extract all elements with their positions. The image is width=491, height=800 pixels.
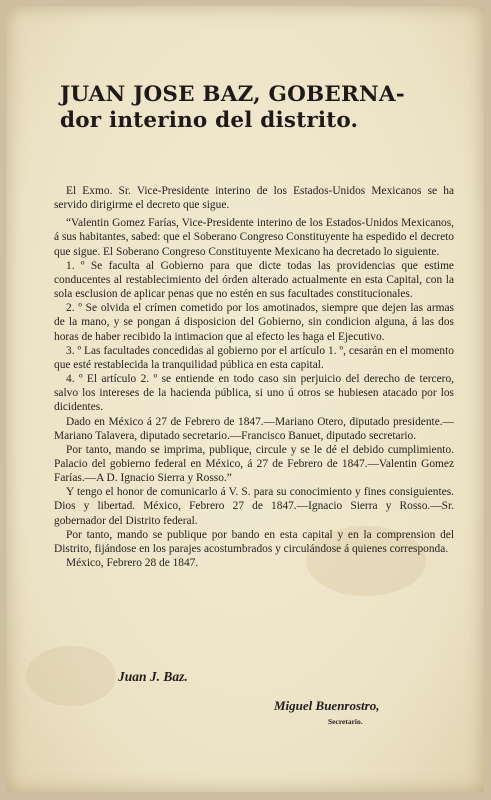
paragraph-dado: Dado en México á 27 de Febrero de 1847.—Mariano Otero, diputado presidente.—Mariano Talavera, diputado secretario.—Francisco Banuet, diputado secretario. bbox=[54, 415, 454, 442]
document-body bbox=[54, 184, 454, 570]
paragraph-intro: El Exmo. Sr. Vice-Presidente interino de los Estados-Unidos Mexicanos se ha servido dirigirme el decreto que sigue. bbox=[54, 185, 454, 212]
document-title bbox=[58, 82, 478, 134]
paragraph-date: México, Febrero 28 de 1847. bbox=[66, 557, 199, 570]
paragraph-article-2: 2. º Se olvida el crímen cometido por los amotinados, siempre que dejen las armas de la mano, y se pongan á disposicion del Gobierno, sin condicion alguna, á las dos horas de haber recibido la intimacion que al efecto les haga el Ejecutivo. bbox=[54, 302, 454, 343]
proclamation-sheet bbox=[6, 6, 484, 792]
paragraph-comunicarlo: Y tengo el honor de comunicarlo á V. S. para su conocimiento y fines consiguientes. Dios y libertad. México, Febrero 27 de 1847.—Ignacio Sierra y Rosso.—Sr. gobernador del Distrito federal. bbox=[54, 486, 454, 527]
paragraph-article-4: 4. º El artículo 2. º se entiende en todo caso sin perjuicio del derecho de tercero, salvo los intereses de la hacienda pública, si uno ú otros se hubiesen atacado por los dicidentes. bbox=[54, 373, 454, 414]
paragraph-por-tanto-2: Por tanto, mando se publique por bando en esta capital y en la comprension del Distrito, fijándose en los parajes acostumbrados y circulándose á quienes corresponda. bbox=[54, 528, 454, 555]
title-line-2: dor interino del distrito. bbox=[60, 108, 359, 133]
title-line-1: JUAN JOSE BAZ, GOBERNA- bbox=[60, 82, 405, 107]
paragraph-article-1: 1. º Se faculta al Gobierno para que dicte todas las providencias que estime conducentes al restablecimiento del órden alterado actualmente en esta Capital, con la sola esclusion de aplicar penas que no estén en sus facultades constitucionales. bbox=[54, 259, 454, 301]
paragraph-article-3: 3. º Las facultades concedidas al gobierno por el artículo 1. º, cesarán en el momento que esté restablecida la tranquilidad pública en esta capital. bbox=[54, 344, 454, 371]
secretary-signature: Miguel Buenrostro, bbox=[274, 698, 380, 713]
paper-stain bbox=[26, 646, 116, 706]
secretary-title: Secretario. bbox=[328, 717, 363, 726]
paragraph-decree-preamble: “Valentin Gomez Farías, Vice-Presidente interino de los Estados-Unidos Mexicanos, á sus habitantes, sabed: que el Soberano Congreso Constituyente ha espedido el decreto que sigue. El Soberano Congreso Constituyente Mexicano ha decretado lo siguiente. bbox=[54, 217, 454, 258]
paragraph-por-tanto-1: Por tanto, mando se imprima, publique, circule y se le dé el debido cumplimiento. Palacio del gobierno federal en México, á 27 de Febrero de 1847.—Valentin Gomez Farías.—A D. Ignacio Sierra y Rosso.” bbox=[54, 443, 454, 485]
governor-signature: Juan J. Baz. bbox=[118, 669, 188, 684]
